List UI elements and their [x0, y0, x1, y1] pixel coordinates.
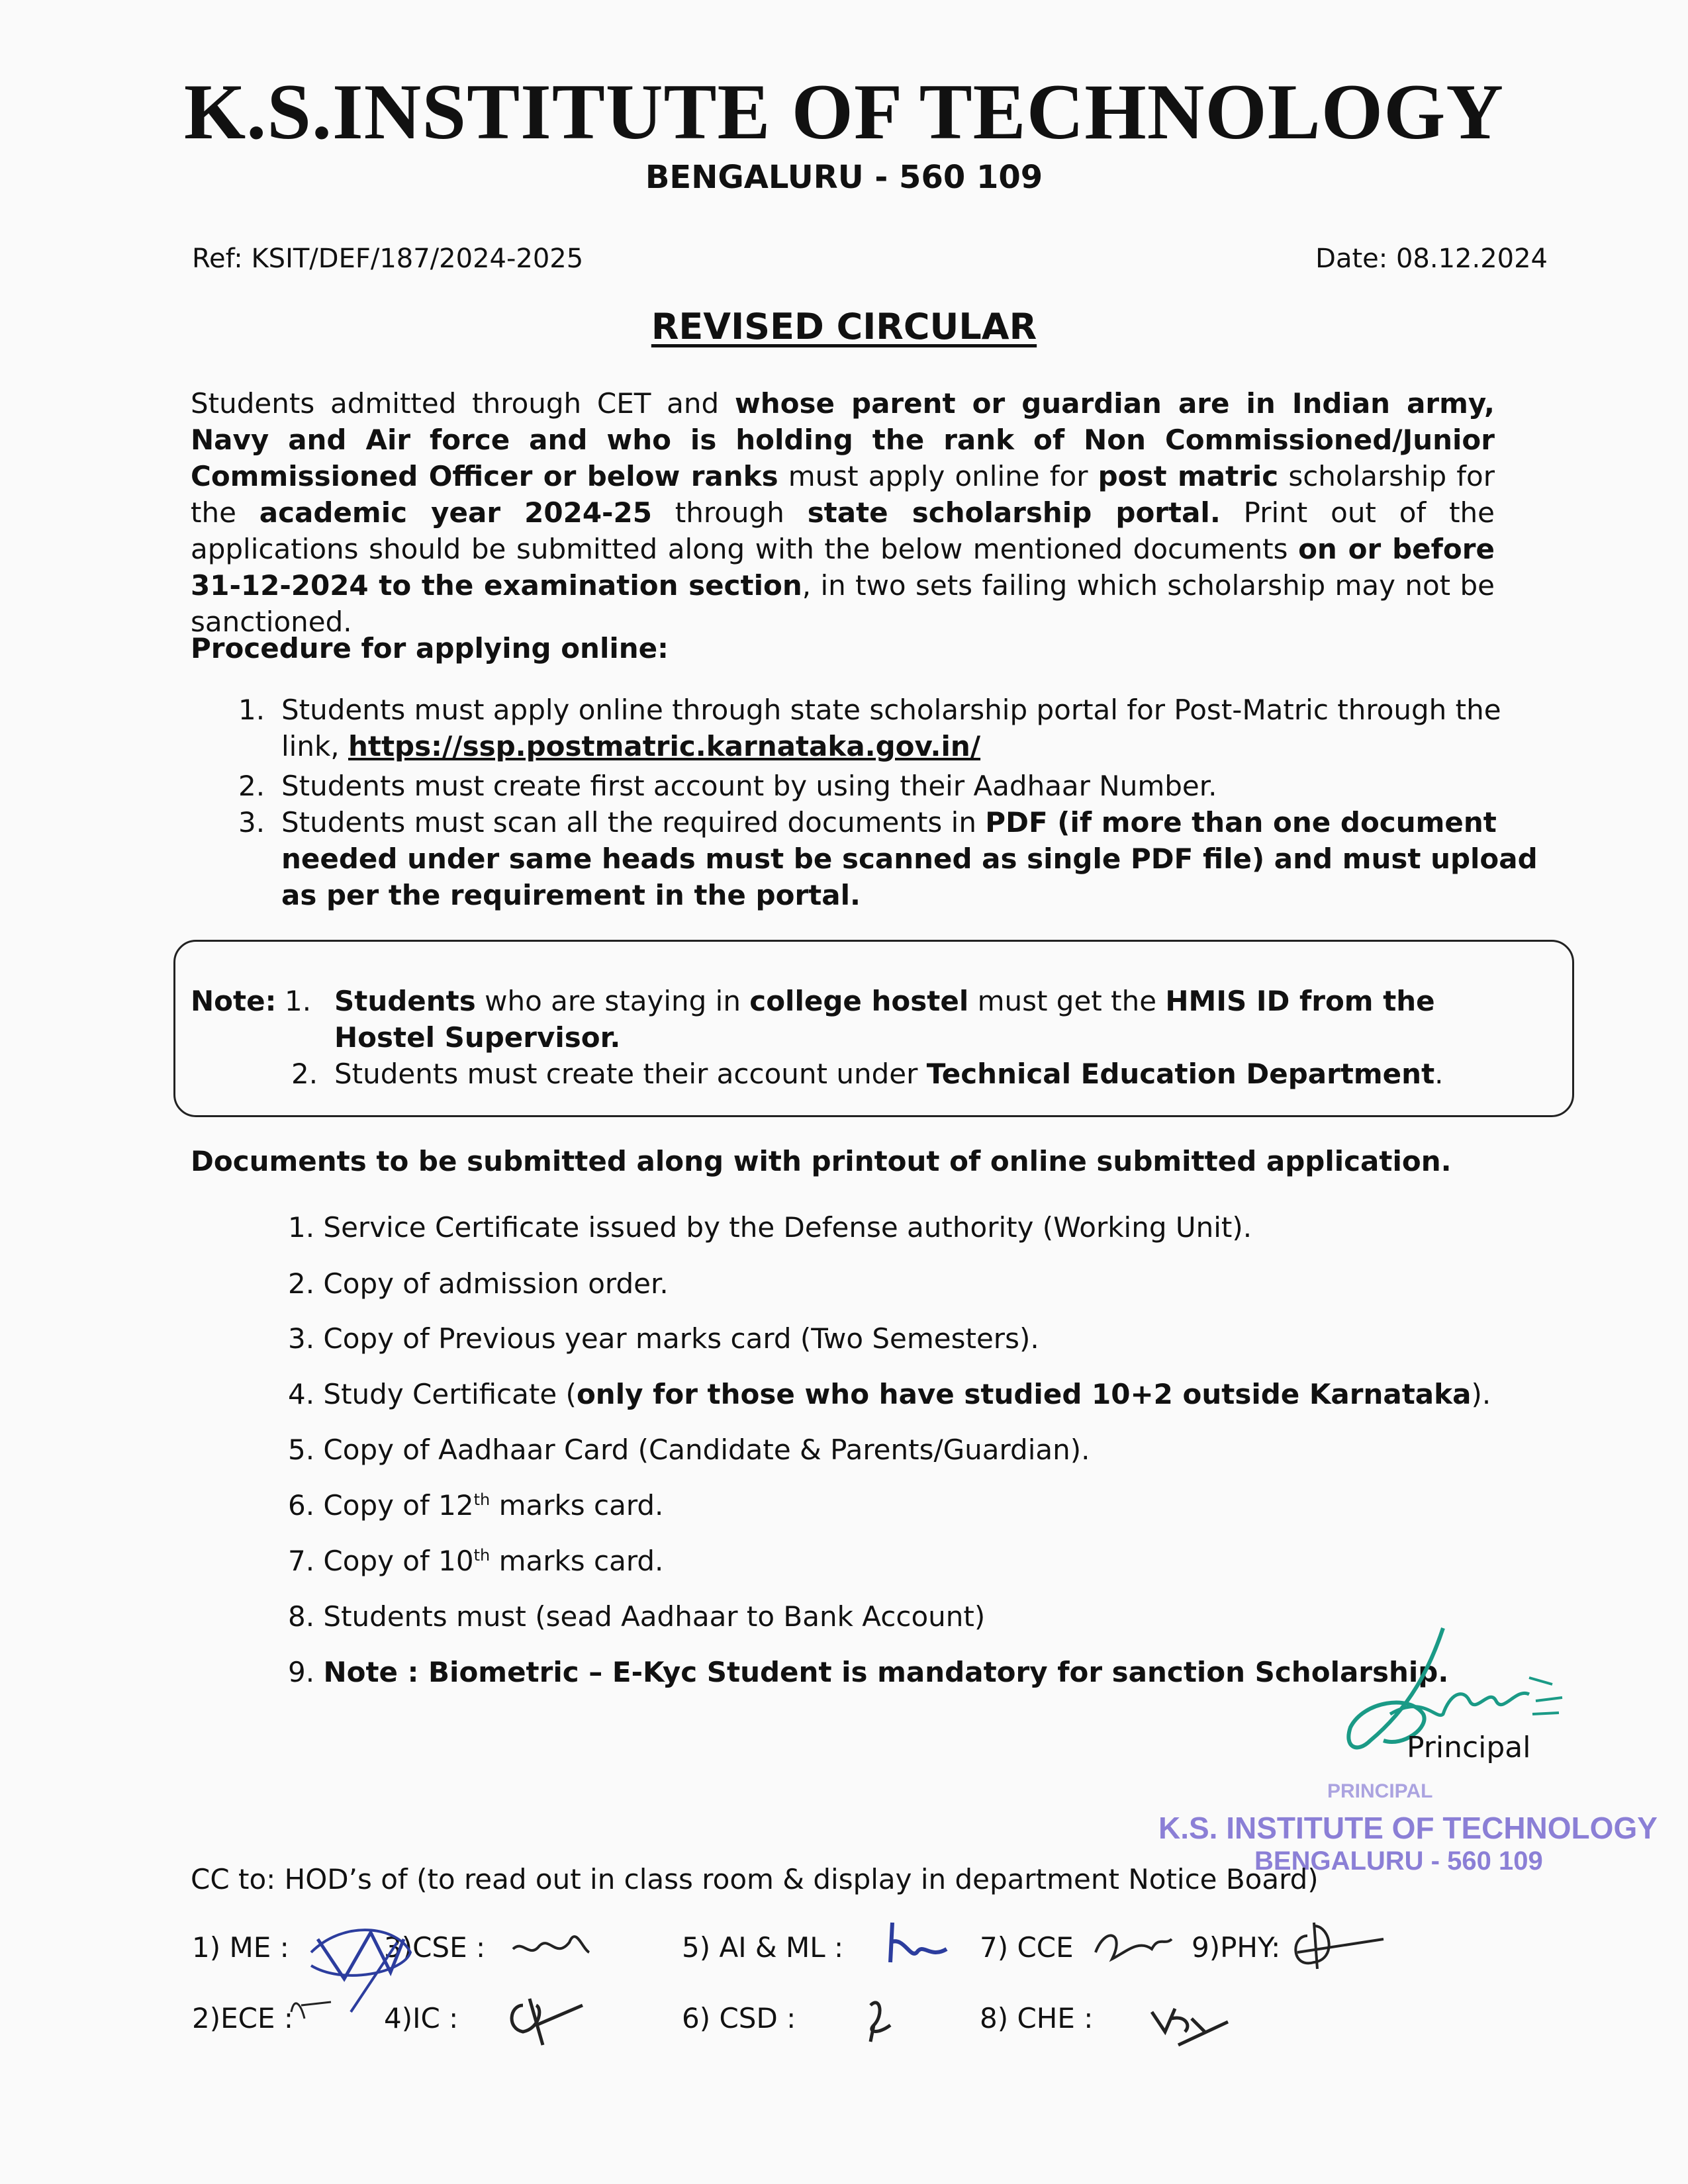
documents-heading: Documents to be submitted along with printout of online submitted application.: [191, 1145, 1452, 1177]
document-item-8: 8. Students must (sead Aadhaar to Bank Account): [288, 1600, 986, 1633]
document-item-5: 5. Copy of Aadhaar Card (Candidate & Parents/Guardian).: [288, 1433, 1090, 1466]
cc-ic: 4)IC :: [384, 2002, 459, 2034]
document-item-3: 3. Copy of Previous year marks card (Two Semesters).: [288, 1322, 1039, 1355]
note-item-1: Students who are staying in college hostel must get the HMIS ID from the Hostel Supervisor.: [334, 985, 1435, 1054]
note-item-2: Students must create their account under Technical Education Department.: [334, 1058, 1444, 1090]
cc-phy: 9)PHY:: [1192, 1931, 1281, 1964]
document-item-1: 1. Service Certificate issued by the Defense authority (Working Unit).: [288, 1211, 1252, 1244]
cc-ece: 2)ECE :: [192, 2002, 294, 2034]
cc-me: 1) ME :: [192, 1931, 289, 1964]
institute-city: BENGALURU - 560 109: [645, 159, 1043, 196]
document-item-2: 2. Copy of admission order.: [288, 1267, 669, 1300]
procedure-item-2: 2. Students must create first account by using their Aadhaar Number.: [238, 770, 1217, 802]
cc-aiml: 5) AI & ML :: [682, 1931, 844, 1964]
cc-heading: CC to: HOD’s of (to read out in class room & display in department Notice Board): [191, 1863, 1319, 1895]
document-item-6: 6. Copy of 12th marks card.: [288, 1489, 664, 1522]
cc-csd: 6) CSD :: [682, 2002, 796, 2034]
procedure-item-3: 3. Students must scan all the required documents in PDF (if more than one document needed under same heads must be scanned as single PDF file) and must upload as per the requirement in the portal.: [238, 806, 1538, 911]
procedure-item-1: 1. Students must apply online through state scholarship portal for Post-Matric through the link, https://ssp.postmatric.karnataka.gov.in/: [238, 694, 1501, 762]
note-item-2-number: 2.: [291, 1058, 318, 1090]
reference-number: Ref: KSIT/DEF/187/2024-2025: [192, 244, 584, 274]
scholarship-portal-link[interactable]: https://ssp.postmatric.karnataka.gov.in/: [348, 730, 981, 762]
stamp-principal: PRINCIPAL: [1327, 1780, 1433, 1802]
cc-che: 8) CHE :: [980, 2002, 1094, 2034]
cc-cce: 7) CCE: [980, 1931, 1074, 1964]
procedure-heading: Procedure for applying online:: [191, 632, 669, 664]
circular-date: Date: 08.12.2024: [1315, 244, 1548, 274]
cc-cse: 3)CSE :: [384, 1931, 486, 1964]
document-item-9: 9. Note : Biometric – E-Kyc Student is mandatory for sanction Scholarship.: [288, 1656, 1449, 1688]
stamp-institute: K.S. INSTITUTE OF TECHNOLOGY: [1158, 1811, 1658, 1845]
document-item-4: 4. Study Certificate (only for those who have studied 10+2 outside Karnataka).: [288, 1378, 1491, 1410]
note-label: Note:: [191, 985, 277, 1017]
principal-label: Principal: [1407, 1731, 1531, 1764]
intro-paragraph: Students admitted through CET and whose parent or guardian are in Indian army, Navy and Air force and who is holding the rank of Non Commissioned/Junior Commissioned Officer or below ranks must apply online for post matric scholarship for the academic year 2024-25 through state scholarship portal. Print out of the applications should be submitted along with the below mentioned documents on or before 31-12-2024 to the examination section, in two sets failing which scholarship may not be sanctioned.: [191, 387, 1495, 638]
stamp-city: BENGALURU - 560 109: [1254, 1846, 1543, 1876]
note-item-1-number: 1.: [285, 985, 312, 1017]
circular-heading: REVISED CIRCULAR: [651, 306, 1037, 347]
institute-name: K.S.INSTITUTE OF TECHNOLOGY: [183, 68, 1505, 156]
document-item-7: 7. Copy of 10th marks card.: [288, 1545, 664, 1577]
